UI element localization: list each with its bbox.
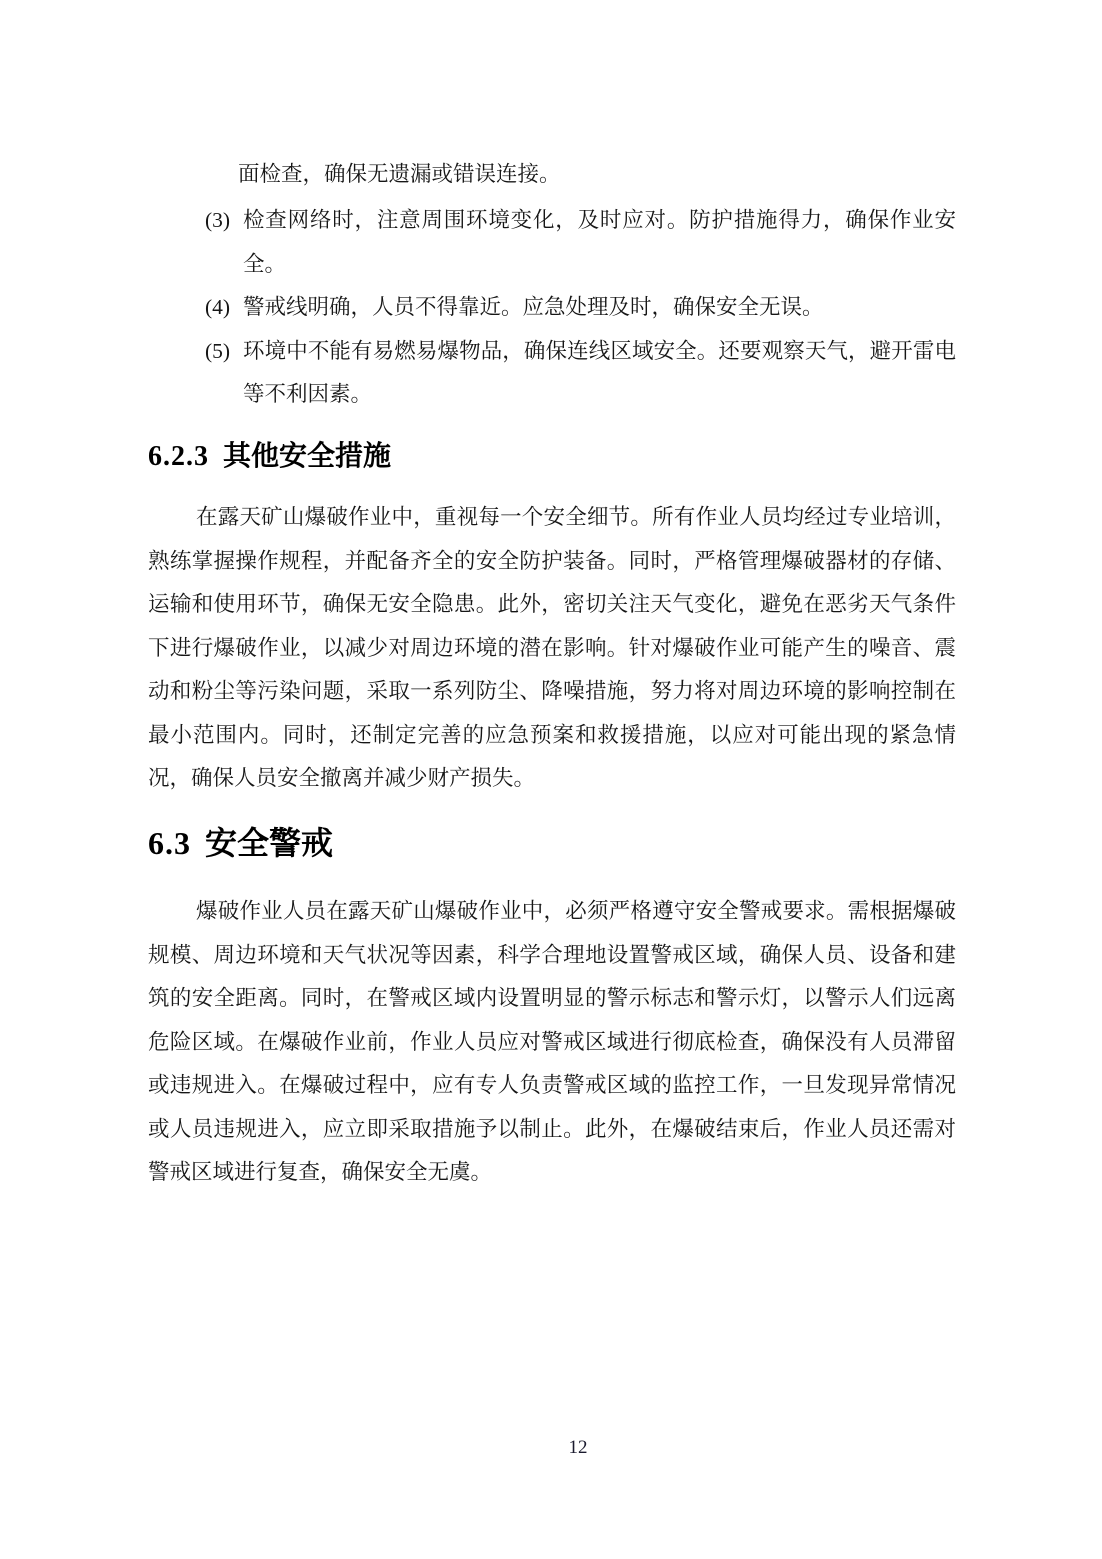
numbered-list xyxy=(148,199,956,417)
paragraph-continuation-line: 面检查，确保无遗漏或错误连接。 xyxy=(238,162,561,186)
section-number: 6.3 xyxy=(148,825,191,861)
page-number: 12 xyxy=(568,1437,588,1458)
section-number: 6.2.3 xyxy=(148,441,209,472)
list-item xyxy=(148,330,956,417)
list-item-number: (5) xyxy=(205,338,231,363)
list-item-text: 检查网络时，注意周围环境变化，及时应对。防护措施得力，确保作业安全。 xyxy=(243,208,956,276)
list-item xyxy=(148,286,956,330)
list-item xyxy=(148,199,956,286)
body-paragraph: 在露天矿山爆破作业中，重视每一个安全细节。所有作业人员均经过专业培训，熟练掌握操作规程，并配备齐全的安全防护装备。同时，严格管理爆破器材的存储、运输和使用环节，确保无安全隐患。此外，密切关注天气变化，避免在恶劣天气条件下进行爆破作业，以减少对周边环境的潜在影响。针对爆破作业可能产生的噪音、震动和粉尘等污染问题，采取一系列防尘、降噪措施，努力将对周边环境的影响控制在最小范围内。同时，还制定完善的应急预案和救援措施，以应对可能出现的紧急情况，确保人员安全撤离并减少财产损失。 xyxy=(148,505,956,790)
list-item-number: (4) xyxy=(205,295,231,319)
section-title: 其他安全措施 xyxy=(223,440,392,471)
section-heading-6-2-3 xyxy=(148,436,391,477)
list-item-text: 警戒线明确，人员不得靠近。应急处理及时，确保安全无误。 xyxy=(243,295,824,319)
list-item-number: (3) xyxy=(205,208,231,232)
section-title: 安全警戒 xyxy=(205,825,334,861)
section-heading-6-3 xyxy=(148,820,333,866)
list-item-text: 环境中不能有易燃易爆物品，确保连线区域安全。还要观察天气，避开雷电等不利因素。 xyxy=(243,338,956,406)
body-paragraph: 爆破作业人员在露天矿山爆破作业中，必须严格遵守安全警戒要求。需根据爆破规模、周边环境和天气状况等因素，科学合理地设置警戒区域，确保人员、设备和建筑的安全距离。同时，在警戒区域内设置明显的警示标志和警示灯，以警示人们远离危险区域。在爆破作业前，作业人员应对警戒区域进行彻底检查，确保没有人员滞留或违规进入。在爆破过程中，应有专人负责警戒区域的监控工作，一旦发现异常情况或人员违规进入，应立即采取措施予以制止。此外，在爆破结束后，作业人员还需对警戒区域进行复查，确保安全无虞。 xyxy=(148,899,956,1184)
